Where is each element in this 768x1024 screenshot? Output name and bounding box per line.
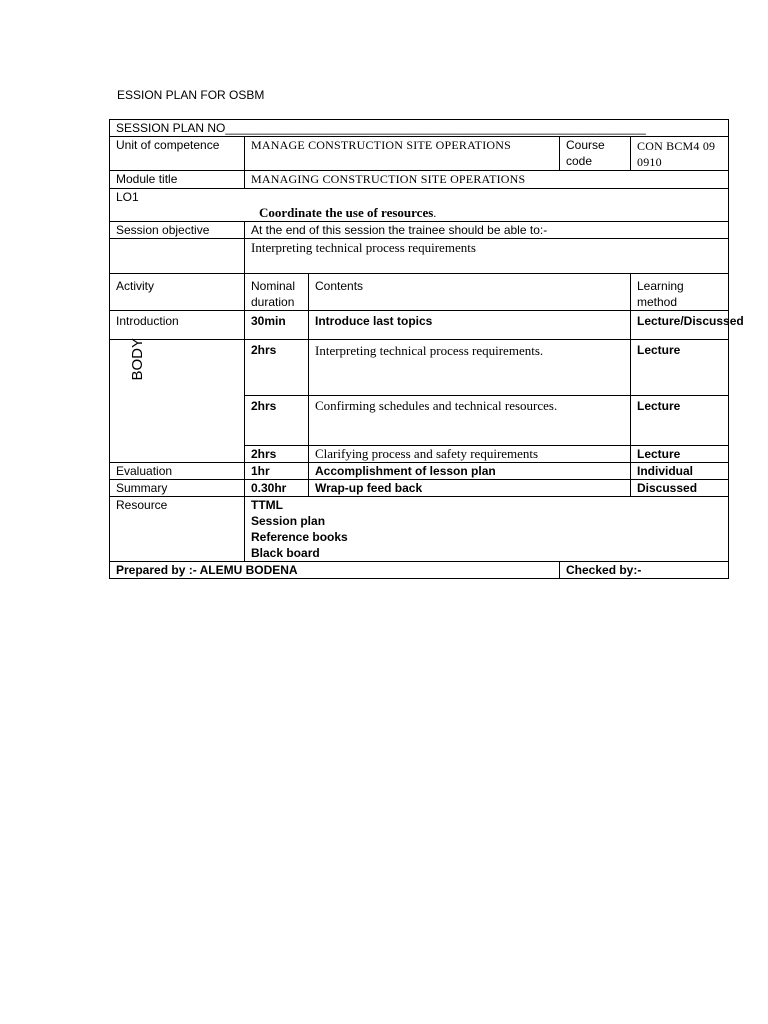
evaluation-activity: Evaluation xyxy=(110,463,245,480)
summary-row xyxy=(110,480,729,497)
summary-activity: Summary xyxy=(110,480,245,497)
module-title-value: MANAGING CONSTRUCTION SITE OPERATIONS xyxy=(245,171,729,189)
lo-row xyxy=(110,189,729,222)
body-row-2-duration: 2hrs xyxy=(245,396,309,446)
lo-label: LO1 xyxy=(116,190,139,204)
resource-list xyxy=(245,497,729,562)
session-objective-label: Session objective xyxy=(110,222,245,239)
body-row-3-duration: 2hrs xyxy=(245,446,309,463)
session-objective-item: Interpreting technical process requirements xyxy=(245,239,729,274)
unit-of-competence-label: Unit of competence xyxy=(110,137,245,171)
resource-row xyxy=(110,497,729,562)
resource-label: Resource xyxy=(110,497,245,562)
evaluation-row xyxy=(110,463,729,480)
summary-method: Discussed xyxy=(631,480,729,497)
prepared-by: Prepared by :- ALEMU BODENA xyxy=(110,562,560,579)
session-plan-no-blank: _______________________________________________________________ xyxy=(225,121,646,135)
module-title-label: Module title xyxy=(110,171,245,189)
activity-header: Activity xyxy=(110,274,245,311)
introduction-duration: 30min xyxy=(245,311,309,340)
resource-item: Reference books xyxy=(251,530,348,544)
unit-of-competence-value: MANAGE CONSTRUCTION SITE OPERATIONS xyxy=(245,137,560,171)
column-header-row xyxy=(110,274,729,311)
body-row-1 xyxy=(110,340,729,396)
resource-item: TTML xyxy=(251,498,283,512)
page-heading: ESSION PLAN FOR OSBM xyxy=(117,88,265,102)
unit-of-competence-row xyxy=(110,137,729,171)
course-code-value: CON BCM4 09 0910 xyxy=(631,137,729,171)
body-row-3-method: Lecture xyxy=(631,446,729,463)
session-objective-item-row xyxy=(110,239,729,274)
session-objective-intro: At the end of this session the trainee should be able to:- xyxy=(245,222,729,239)
module-title-row xyxy=(110,171,729,189)
body-label: BODY xyxy=(129,338,146,381)
checked-by: Checked by:- xyxy=(560,562,729,579)
course-code-label: Course code xyxy=(560,137,631,171)
evaluation-method: Individual xyxy=(631,463,729,480)
signature-row xyxy=(110,562,729,579)
introduction-activity: Introduction xyxy=(110,311,245,340)
session-plan-no-label: SESSION PLAN NO xyxy=(116,121,226,135)
resource-item: Session plan xyxy=(251,514,326,528)
body-row-2-contents: Confirming schedules and technical resources. xyxy=(309,396,631,446)
introduction-contents: Introduce last topics xyxy=(309,311,631,340)
session-objective-row xyxy=(110,222,729,239)
contents-header: Contents xyxy=(309,274,631,311)
body-row-1-method: Lecture xyxy=(631,340,729,396)
method-header: Learning method xyxy=(631,274,729,311)
lo-period: . xyxy=(433,206,437,220)
body-row-1-duration: 2hrs xyxy=(245,340,309,396)
lo-value: Coordinate the use of resources xyxy=(259,205,434,220)
resource-item: Black board xyxy=(251,546,320,560)
body-row-2-method: Lecture xyxy=(631,396,729,446)
summary-contents: Wrap-up feed back xyxy=(309,480,631,497)
body-row-1-contents: Interpreting technical process requirements. xyxy=(309,340,631,396)
introduction-method: Lecture/Discussed xyxy=(631,311,729,340)
body-row-3-contents: Clarifying process and safety requirements xyxy=(309,446,631,463)
duration-header: Nominal duration xyxy=(245,274,309,311)
evaluation-duration: 1hr xyxy=(245,463,309,480)
session-plan-table xyxy=(109,119,744,579)
summary-duration: 0.30hr xyxy=(245,480,309,497)
session-plan-no-row xyxy=(110,120,729,137)
evaluation-contents: Accomplishment of lesson plan xyxy=(309,463,631,480)
introduction-row xyxy=(110,311,729,340)
body-section xyxy=(110,340,245,463)
